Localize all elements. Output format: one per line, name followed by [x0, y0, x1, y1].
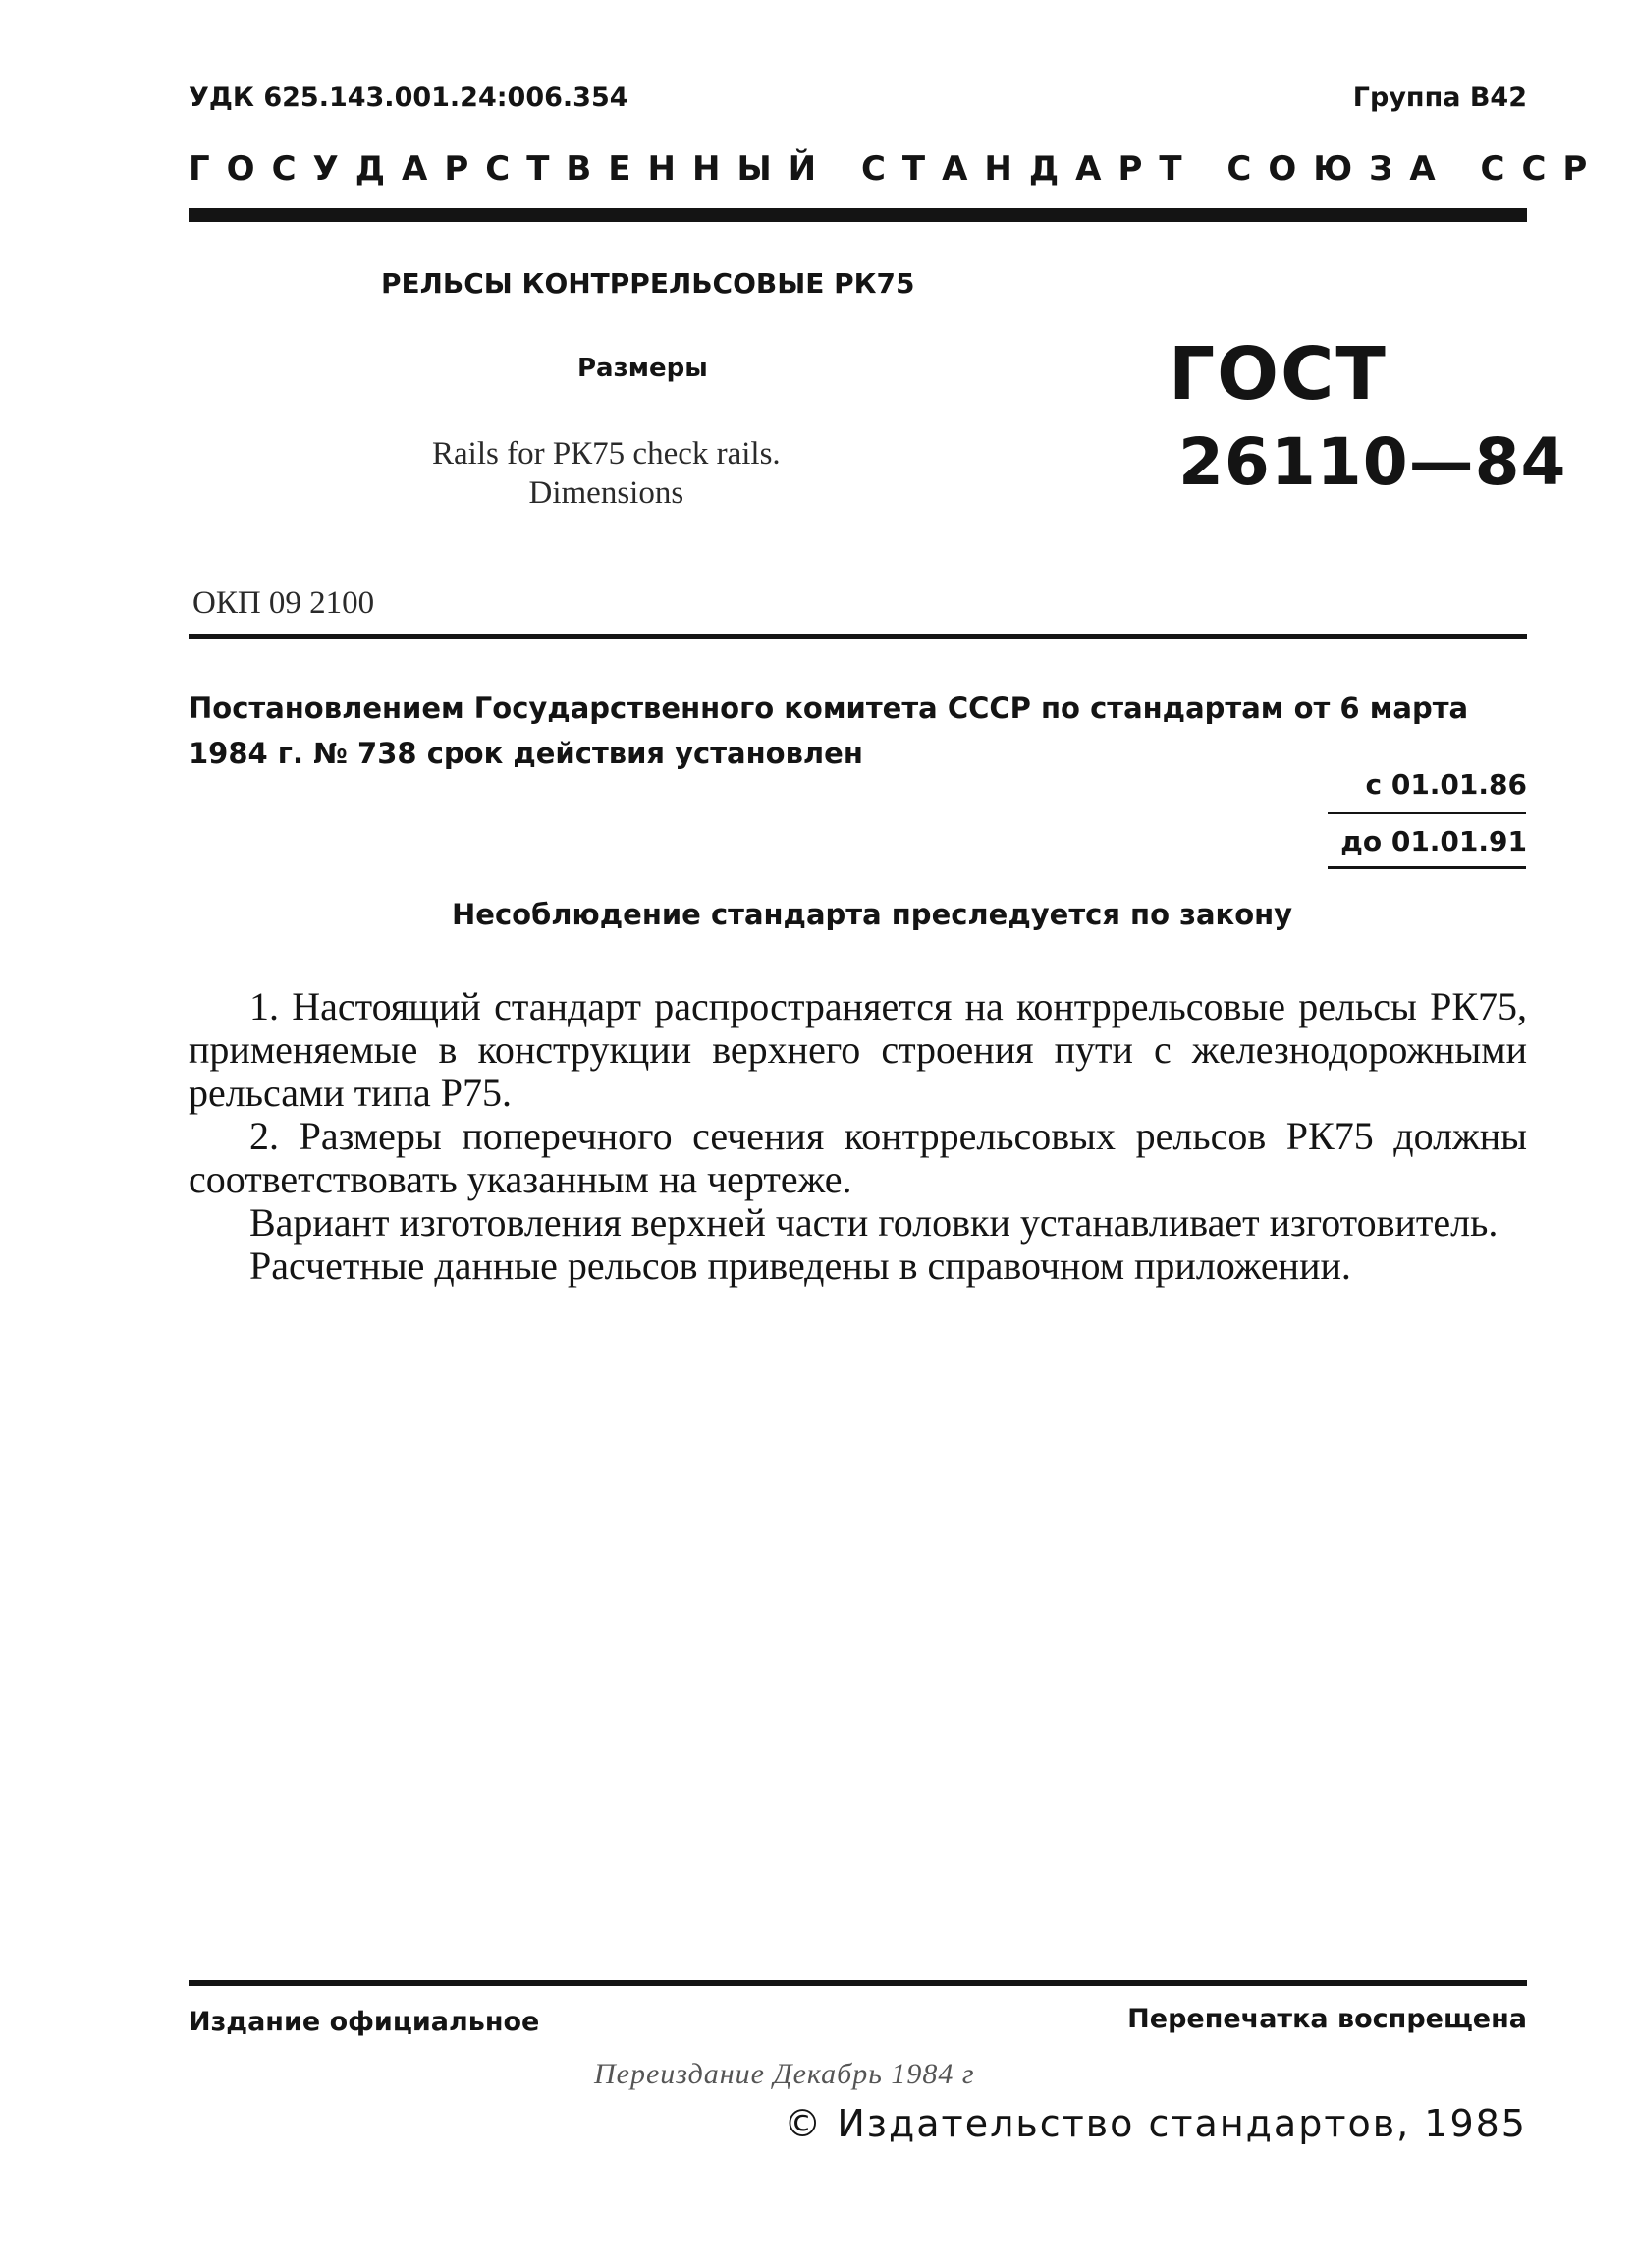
header-divider	[189, 208, 1527, 222]
validity-from-date: с 01.01.86	[1365, 768, 1527, 801]
group-code: Группа В42	[1352, 83, 1527, 113]
english-title-line1: Rails for РК75 check rails.	[432, 436, 781, 471]
udk-code: УДК 625.143.001.24:006.354	[189, 83, 628, 113]
gost-number: 26110—84	[1178, 424, 1567, 500]
body-text	[189, 985, 1527, 1288]
section-divider	[189, 634, 1527, 639]
reissue-note: Переиздание Декабрь 1984 г	[594, 2058, 975, 2090]
reprint-prohibited: Перепечатка воспрещена	[1127, 2004, 1527, 2034]
copyright-notice: © Издательство стандартов, 1985	[784, 2102, 1527, 2145]
english-title-line2: Dimensions	[528, 475, 684, 511]
decree-text: Постановлением Государственного комитета СССР по стандартам от 6 марта 1984 г. № 738 срок действия установлен	[189, 691, 1469, 770]
paragraph-4: Расчетные данные рельсов приведены в справочном приложении.	[249, 1244, 1351, 1288]
validity-to-date: до 01.01.91	[1340, 825, 1527, 857]
legal-notice: Несоблюдение стандарта преследуется по закону	[452, 898, 1293, 931]
gost-label: ГОСТ	[1169, 332, 1388, 416]
official-edition: Издание официальное	[189, 2007, 540, 2037]
date-underline	[1328, 812, 1526, 814]
paragraph-2: 2. Размеры поперечного сечения контррельсовых рельсов РК75 должны соответствовать указанным на чертеже.	[189, 1114, 1527, 1201]
paragraph-3: Вариант изготовления верхней части головки устанавливает изготовитель.	[249, 1200, 1499, 1245]
okp-code: ОКП 09 2100	[192, 585, 375, 621]
document-title: РЕЛЬСЫ КОНТРРЕЛЬСОВЫЕ РК75	[381, 267, 915, 300]
paragraph-1: 1. Настоящий стандарт распространяется на контррельсовые рельсы РК75, применяемые в конструкции верхнего строения пути с железнодорожными рельсами типа Р75.	[189, 984, 1527, 1115]
date-underline	[1328, 866, 1526, 869]
english-title	[432, 434, 781, 513]
footer-divider	[189, 1980, 1527, 1986]
document-subtitle: Размеры	[577, 354, 708, 383]
state-standard-heading: ГОСУДАРСТВЕННЫЙ СТАНДАРТ СОЮЗА ССР	[189, 149, 1605, 189]
